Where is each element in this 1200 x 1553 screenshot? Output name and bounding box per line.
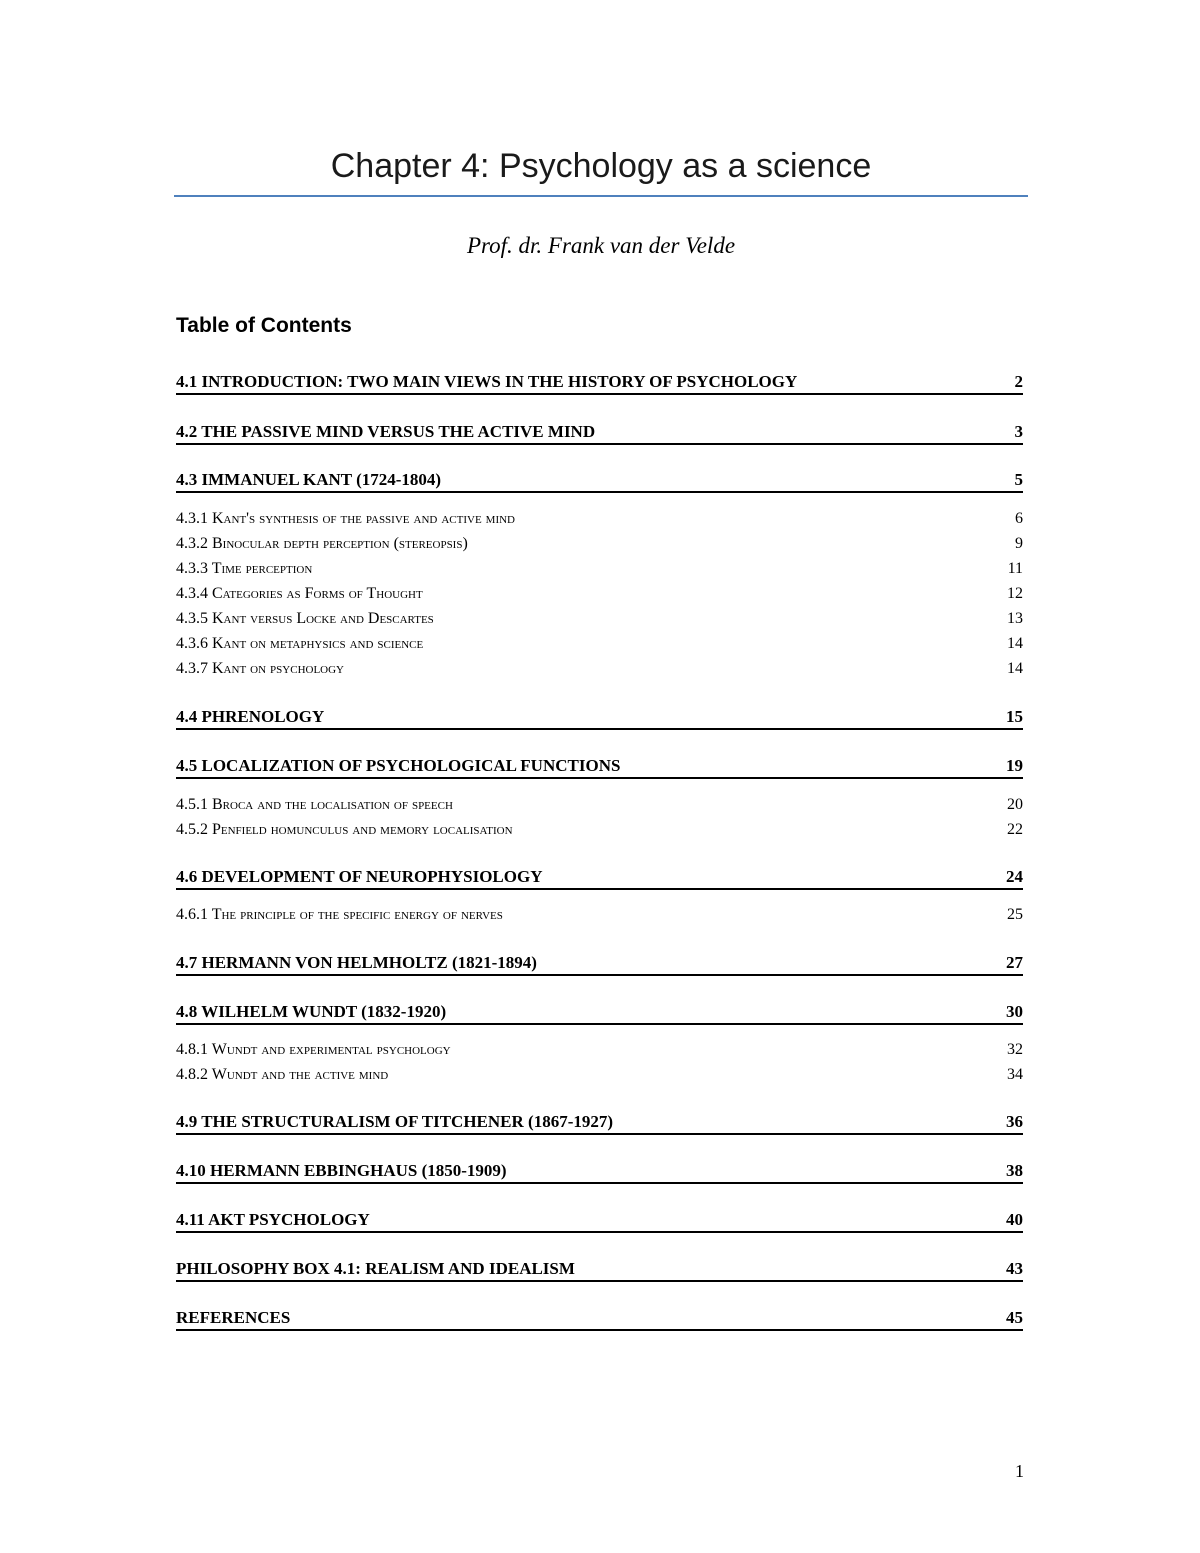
toc-subentry[interactable] xyxy=(176,633,1023,655)
toc-entry[interactable] xyxy=(176,1258,1023,1282)
toc-entry[interactable] xyxy=(176,469,1023,493)
toc-entry-page: 20 xyxy=(1007,796,1023,813)
toc-entry-page: 5 xyxy=(1014,470,1023,489)
toc-subentry[interactable] xyxy=(176,1064,1023,1086)
toc-entry-page: 40 xyxy=(1006,1210,1023,1229)
toc-entry-page: 43 xyxy=(1006,1259,1023,1278)
toc-entry-label: 4.8.1 Wundt and experimental psychology xyxy=(176,1041,451,1058)
toc-entry-label: 4.3.4 Categories as Forms of Thought xyxy=(176,585,423,602)
toc-entry[interactable] xyxy=(176,866,1023,890)
toc-entry-label: 4.8.2 Wundt and the active mind xyxy=(176,1066,389,1083)
toc-entry[interactable] xyxy=(176,1001,1023,1025)
toc-entry-page: 34 xyxy=(1007,1066,1023,1083)
toc-entry[interactable] xyxy=(176,371,1023,395)
toc-subentry[interactable] xyxy=(176,583,1023,605)
title-rule xyxy=(174,195,1028,197)
toc-entry[interactable] xyxy=(176,1209,1023,1233)
toc-entry-label: 4.10 HERMANN EBBINGHAUS (1850-1909) xyxy=(176,1161,507,1180)
toc-entry-page: 9 xyxy=(1015,535,1023,552)
toc-subentry[interactable] xyxy=(176,1039,1023,1061)
toc-entry-label: 4.3.1 Kant's synthesis of the passive and active mind xyxy=(176,510,515,527)
toc-entry-label: 4.3.7 Kant on psychology xyxy=(176,660,345,677)
toc-entry-label: REFERENCES xyxy=(176,1308,291,1327)
toc-entry-label: 4.7 HERMANN VON HELMHOLTZ (1821-1894) xyxy=(176,953,537,972)
toc-entry-label: 4.8 WILHELM WUNDT (1832-1920) xyxy=(176,1002,447,1021)
toc-entry-page: 11 xyxy=(1007,560,1023,577)
toc-subentry[interactable] xyxy=(176,794,1023,816)
toc-entry-label: 4.5.2 Penfield homunculus and memory localisation xyxy=(176,821,513,838)
toc-entry-page: 2 xyxy=(1014,372,1023,391)
toc-entry-page: 27 xyxy=(1006,953,1023,972)
toc-entry[interactable] xyxy=(176,755,1023,779)
toc-entry[interactable] xyxy=(176,952,1023,976)
toc-entry-page: 24 xyxy=(1006,867,1023,886)
toc-entry-page: 15 xyxy=(1006,707,1023,726)
toc-entry-page: 45 xyxy=(1006,1308,1023,1327)
toc-entry[interactable] xyxy=(176,421,1023,445)
toc-heading: Table of Contents xyxy=(176,314,352,337)
toc-subentry[interactable] xyxy=(176,658,1023,680)
toc-entry-label: 4.3 IMMANUEL KANT (1724-1804) xyxy=(176,470,442,489)
toc-entry-page: 32 xyxy=(1007,1041,1023,1058)
toc-entry-page: 25 xyxy=(1007,906,1023,923)
toc-entry-page: 19 xyxy=(1006,756,1023,775)
toc-entry-page: 36 xyxy=(1006,1112,1023,1131)
document-title: Chapter 4: Psychology as a science xyxy=(330,147,872,185)
toc-subentry[interactable] xyxy=(176,533,1023,555)
toc-entry-label: 4.1 INTRODUCTION: TWO MAIN VIEWS IN THE HISTORY OF PSYCHOLOGY xyxy=(176,372,798,391)
toc-entry-page: 13 xyxy=(1007,610,1023,627)
toc-entry-label: 4.11 AKT PSYCHOLOGY xyxy=(176,1210,370,1229)
toc-entry-label: 4.5.1 Broca and the localisation of speech xyxy=(176,796,453,813)
toc-entry[interactable] xyxy=(176,706,1023,730)
toc-entry-label: PHILOSOPHY BOX 4.1: REALISM AND IDEALISM xyxy=(176,1259,575,1278)
toc-entry-label: 4.3.3 Time perception xyxy=(176,560,313,577)
toc-entry-label: 4.5 LOCALIZATION OF PSYCHOLOGICAL FUNCTIONS xyxy=(176,756,621,775)
toc-subentry[interactable] xyxy=(176,558,1023,580)
toc-entry-label: 4.9 THE STRUCTURALISM OF TITCHENER (1867-1927) xyxy=(176,1112,614,1131)
toc-entry-page: 14 xyxy=(1007,635,1023,652)
toc-subentry[interactable] xyxy=(176,508,1023,530)
toc-entry-page: 12 xyxy=(1007,585,1023,602)
toc-subentry[interactable] xyxy=(176,904,1023,926)
toc-subentry[interactable] xyxy=(176,819,1023,841)
toc-entry-page: 30 xyxy=(1006,1002,1023,1021)
toc-entry-label: 4.6 DEVELOPMENT OF NEUROPHYSIOLOGY xyxy=(176,867,543,886)
toc-entry-page: 6 xyxy=(1015,510,1023,527)
toc-entry-label: 4.2 THE PASSIVE MIND VERSUS THE ACTIVE MIND xyxy=(176,422,596,441)
toc-subentry[interactable] xyxy=(176,608,1023,630)
toc-entry-label: 4.3.2 Binocular depth perception (stereopsis) xyxy=(176,535,468,552)
toc-entry-label: 4.3.6 Kant on metaphysics and science xyxy=(176,635,424,652)
toc-entry-label: 4.6.1 The principle of the specific energy of nerves xyxy=(176,906,503,923)
toc-entry-label: 4.3.5 Kant versus Locke and Descartes xyxy=(176,610,434,627)
toc-entry[interactable] xyxy=(176,1160,1023,1184)
toc-entry-page: 3 xyxy=(1014,422,1023,441)
author-line: Prof. dr. Frank van der Velde xyxy=(466,233,736,258)
toc-entry-label: 4.4 PHRENOLOGY xyxy=(176,707,325,726)
toc-entry-page: 14 xyxy=(1007,660,1023,677)
toc-entry-page: 38 xyxy=(1006,1161,1023,1180)
page-number: 1 xyxy=(1015,1461,1024,1481)
toc-entry[interactable] xyxy=(176,1307,1023,1331)
toc-entry[interactable] xyxy=(176,1111,1023,1135)
toc-entry-page: 22 xyxy=(1007,821,1023,838)
